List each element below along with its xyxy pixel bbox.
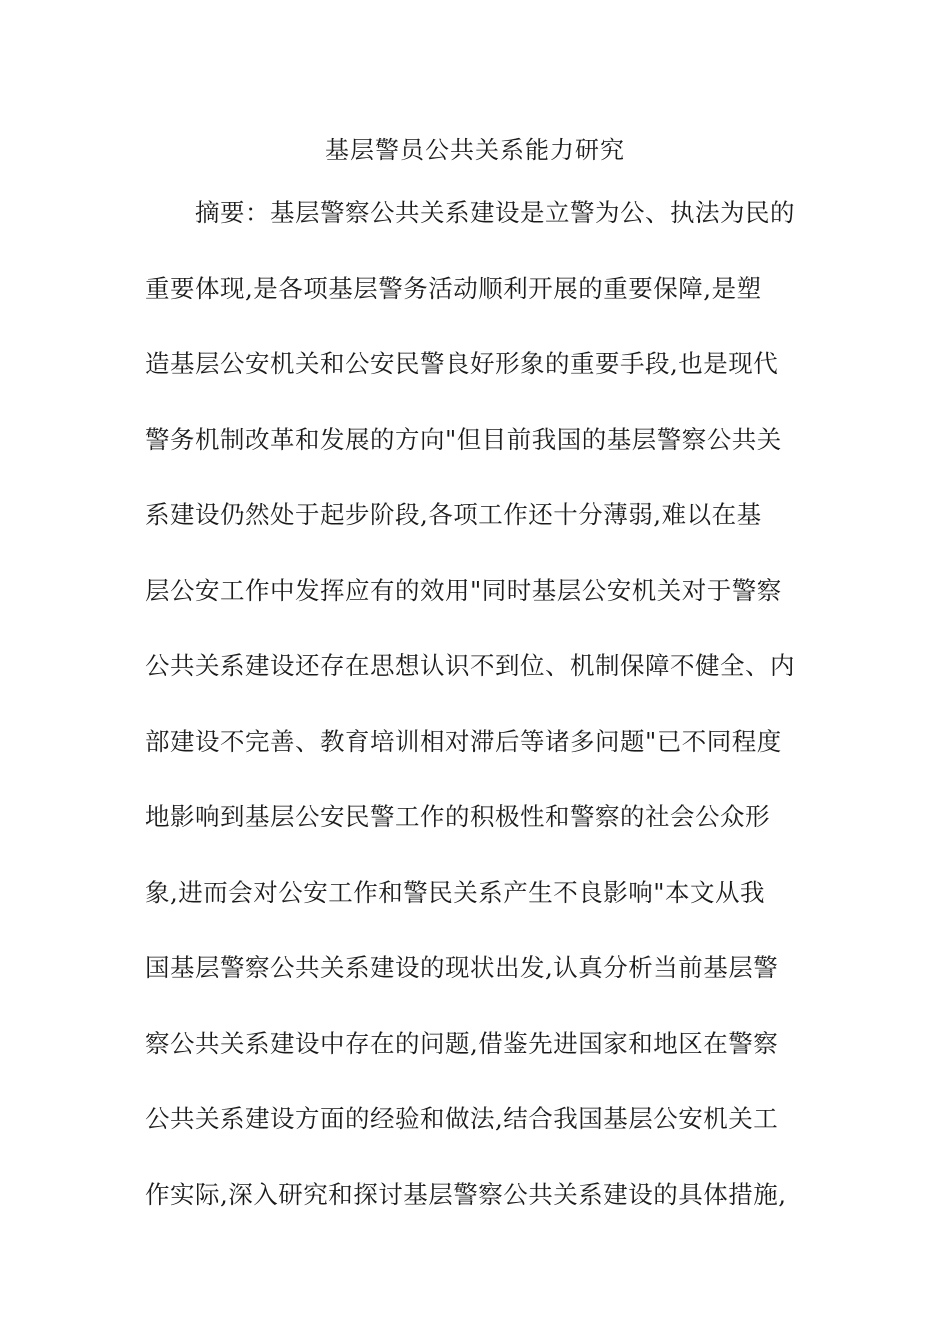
abstract-line: 国基层警察公共关系建设的现状出发,认真分析当前基层警 <box>145 953 779 982</box>
abstract-line: 警务机制改革和发展的方向"但目前我国的基层警察公共关 <box>145 424 782 454</box>
abstract-paragraph <box>145 195 815 1252</box>
abstract-line: 作实际,深入研究和探讨基层警察公共关系建设的具体措施, <box>145 1179 787 1209</box>
abstract-line: 公共关系建设还存在思想认识不到位、机制保障不健全、内 <box>145 651 795 680</box>
abstract-line: 摘要：基层警察公共关系建设是立警为公、执法为民的 <box>195 198 795 227</box>
abstract-line: 地影响到基层公安民警工作的积极性和警察的社会公众形 <box>145 802 770 831</box>
abstract-line: 系建设仍然处于起步阶段,各项工作还十分薄弱,难以在基 <box>145 500 762 529</box>
abstract-line: 察公共关系建设中存在的问题,借鉴先进国家和地区在警察 <box>145 1028 779 1058</box>
abstract-line: 部建设不完善、教育培训相对滞后等诸多问题"已不同程度 <box>145 726 782 756</box>
abstract-line: 造基层公安机关和公安民警良好形象的重要手段,也是现代 <box>145 349 779 378</box>
abstract-line: 象,进而会对公安工作和警民关系产生不良影响"本文从我 <box>145 877 766 907</box>
document-title: 基层警员公共关系能力研究 <box>325 136 625 164</box>
abstract-line: 公共关系建设方面的经验和做法,结合我国基层公安机关工 <box>145 1104 779 1133</box>
abstract-line: 重要体现,是各项基层警务活动顺利开展的重要保障,是塑 <box>145 273 762 303</box>
abstract-line: 层公安工作中发挥应有的效用"同时基层公安机关对于警察 <box>145 575 782 605</box>
